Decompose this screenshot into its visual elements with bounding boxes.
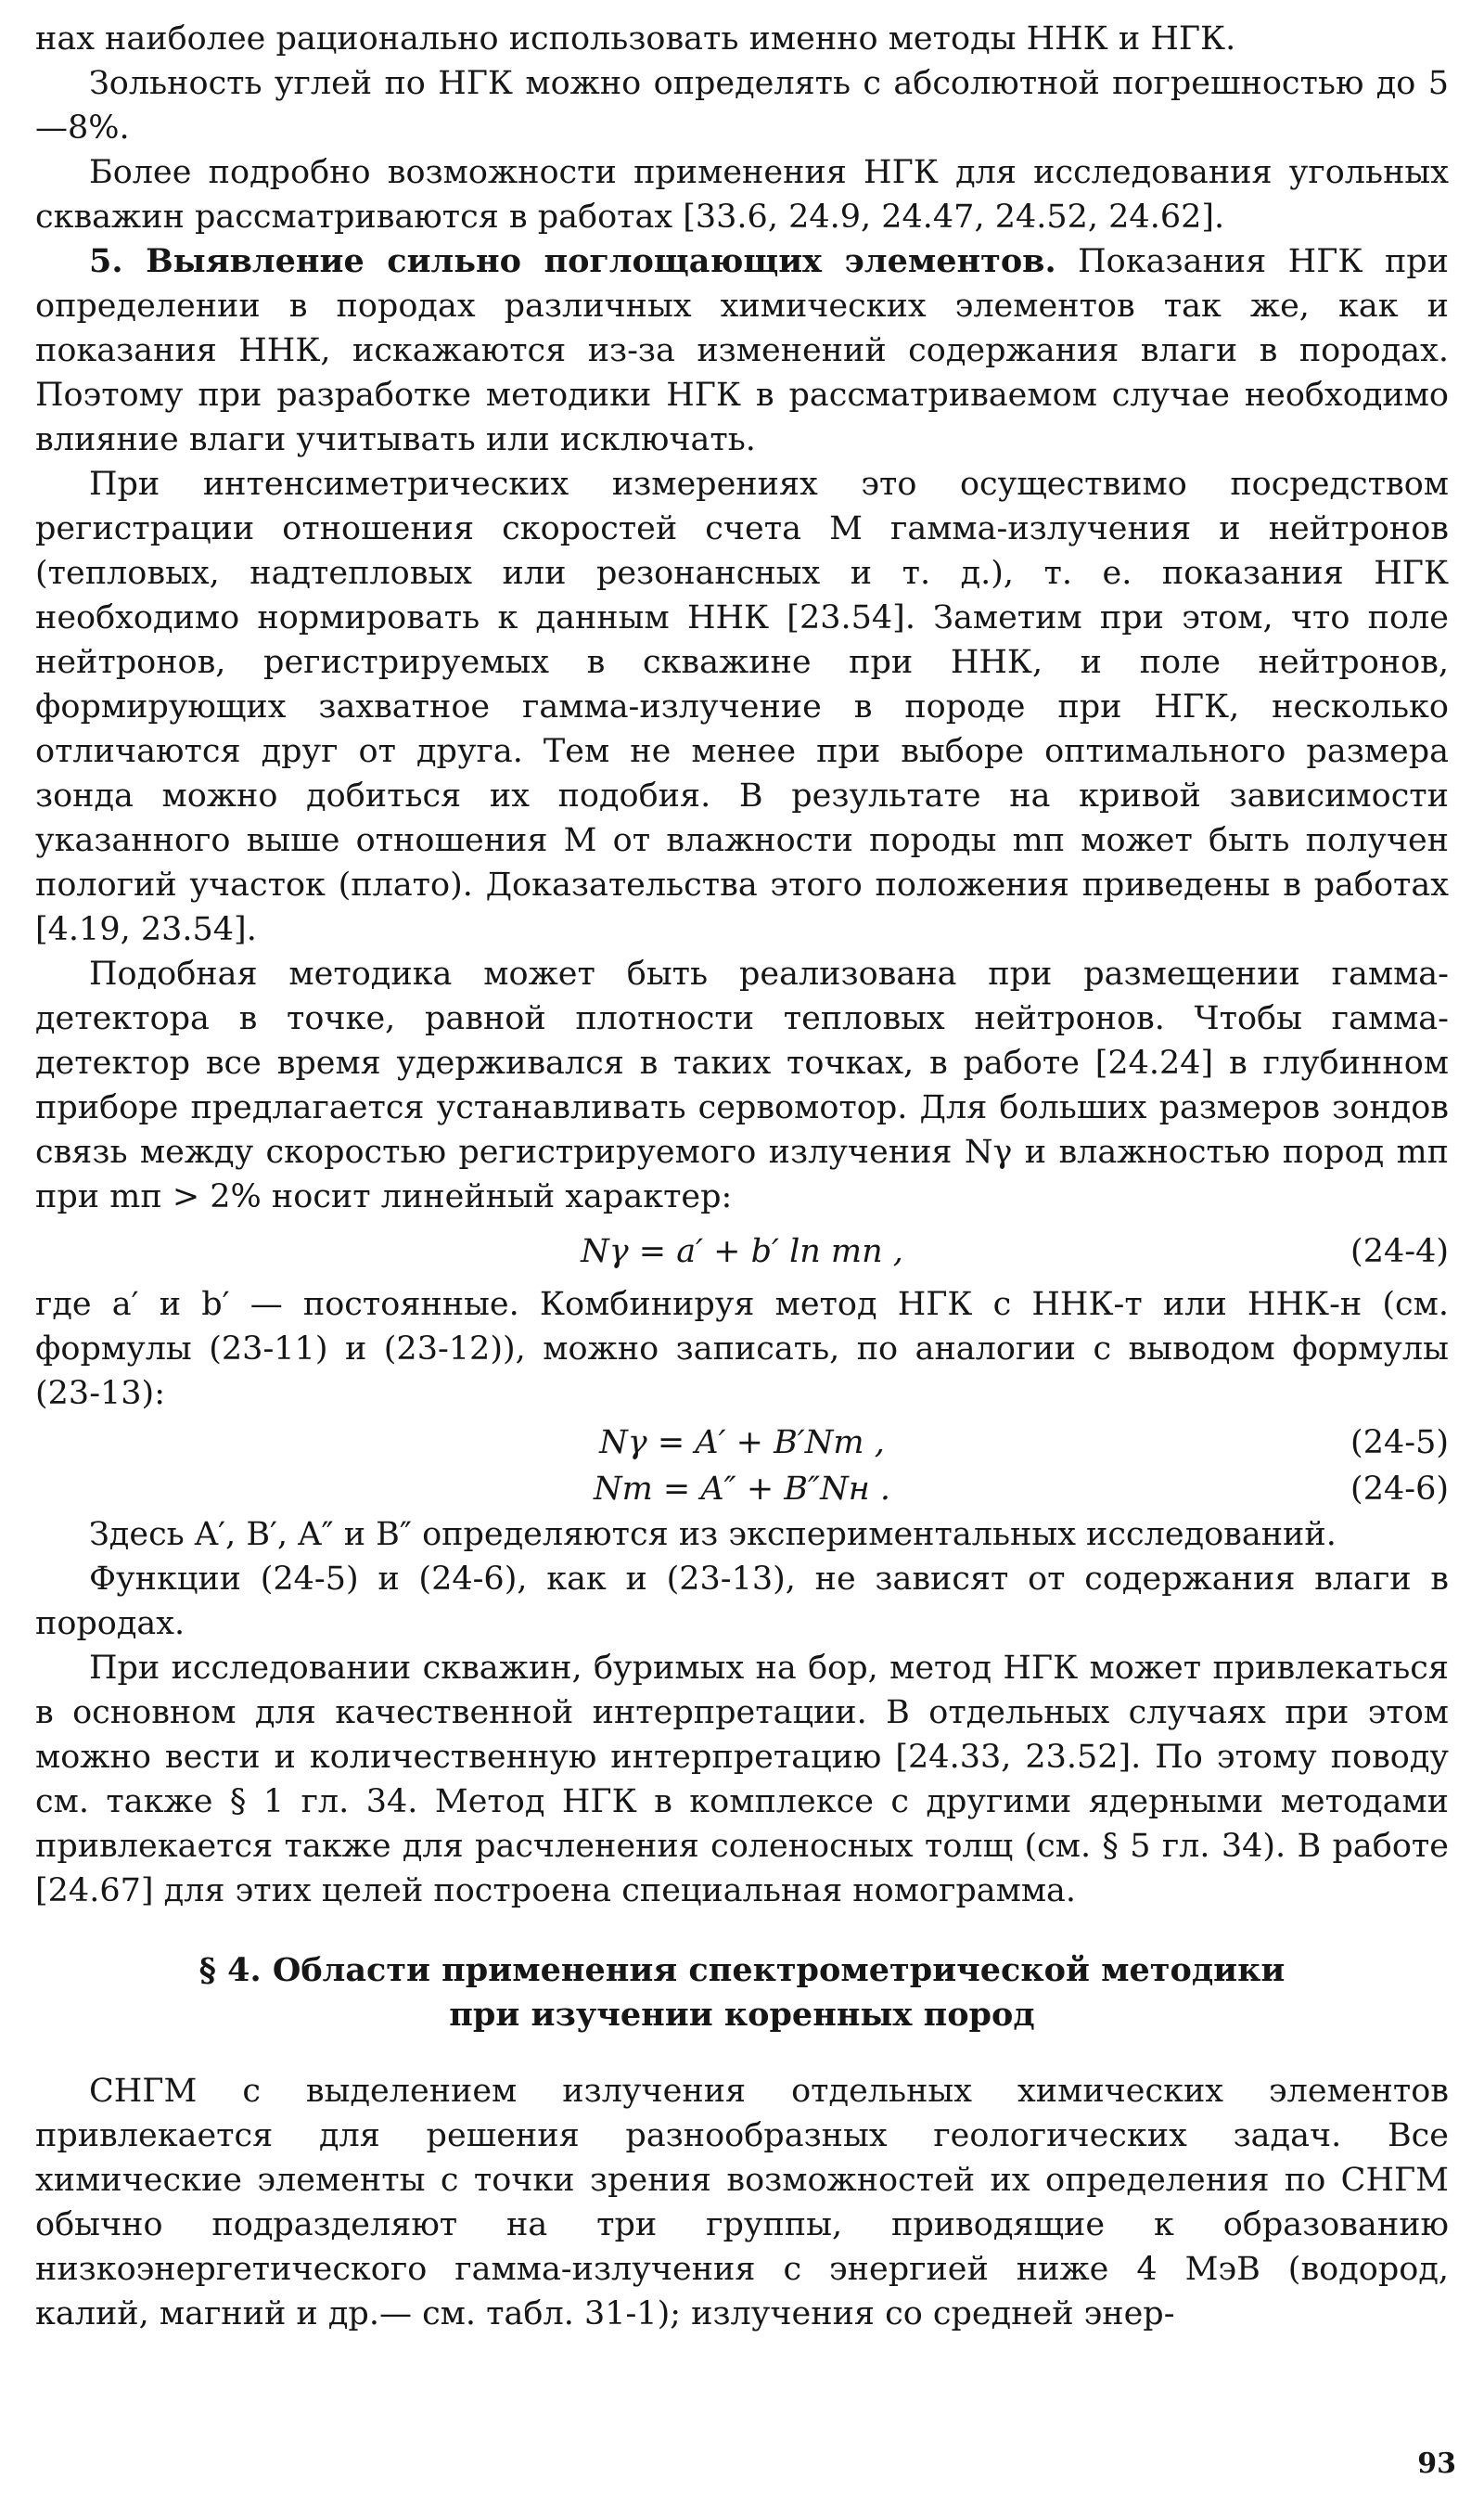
heading-line-1: § 4. Области применения спектрометрической методики [198, 1951, 1286, 1989]
formula-number: (24-6) [1350, 1471, 1449, 1508]
formula-24-4 [35, 1228, 1449, 1275]
paragraph-section-5 [35, 239, 1449, 462]
paragraph-references: Более подробно возможности применения НГК для исследования угольных скважин рассматриваются в работах [33.6, 24.9, 24.47, 24.52, 24.62]. [35, 154, 1449, 236]
formula-expression: Nγ = A′ + B′Nт , [599, 1424, 885, 1461]
page-number: 93 [1417, 2447, 1456, 2480]
paragraph-ash-content: Зольность углей по НГК можно определять с абсолютной погрешностью до 5—8%. [35, 65, 1449, 147]
paragraph-intensimetric: При интенсиметрических измерениях это осуществимо посредством регистрации отношения скоростей счета M гамма-излучения и нейтронов (тепловых, надтепловых или резонансных и т. д.), т. е. показания НГК необходимо нормировать к данным ННК [23.54]. Заметим при этом, что поле нейтронов, регистрируемых в скважине при ННК, и поле нейтронов, формирующих захватное гамма-излучение в породе при НГК, несколько отличаются друг от друга. Тем не менее при выборе оптимального размера зонда можно добиться их подобия. В результате на кривой зависимости указанного выше отношения M от влажности породы mп может быть получен пологий участок (плато). Доказательства этого положения приведены в работах [4.19, 23.54]. [35, 466, 1449, 948]
paragraph-functions: Функции (24-5) и (24-6), как и (23-13), не зависят от содержания влаги в породах. [35, 1561, 1449, 1642]
paragraph-continuation: нах наиболее рационально использовать именно методы ННК и НГК. [35, 20, 1236, 58]
section-5-text: Показания НГК при определении в породах различных химических элементов так же, как и показания ННК, искажаются из-за изменений содержания влаги в породах. Поэтому при разработке методики НГК в рассматриваемом случае необходимо влияние влаги учитывать или исключать. [35, 243, 1449, 458]
section-5-title: 5. Выявление сильно поглощающих элементов. [89, 242, 1056, 280]
paragraph-method: Подобная методика может быть реализована при размещении гамма-детектора в точке, равной плотности тепловых нейтронов. Чтобы гамма-детектор все время удерживался в таких точках, в работе [24.24] в глубинном приборе предлагается устанавливать сервомотор. Для больших размеров зондов связь между скоростью регистрируемого излучения Nγ и влажностью пород mп при mп > 2% носит линейный характер: [35, 956, 1449, 1215]
formula-expression: Nт = A″ + B″Nн . [593, 1471, 891, 1508]
formula-expression: Nγ = a′ + b′ ln mп , [581, 1233, 903, 1270]
paragraph-constants: где a′ и b′ — постоянные. Комбинируя метод НГК с ННК-т или ННК-н (см. формулы (23-11) и (23-12)), можно записать, по аналогии с выводом формулы (23-13): [35, 1286, 1449, 1412]
formula-number: (24-4) [1350, 1233, 1449, 1270]
section-heading [35, 1948, 1449, 2037]
paragraph-boron: При исследовании скважин, буримых на бор, метод НГК может привлекаться в основном для качественной интерпретации. В отдельных случаях при этом можно вести и количественную интерпретацию [24.33, 23.52]. По этому поводу см. также § 1 гл. 34. Метод НГК в комплексе с другими ядерными методами привлекается также для расчленения соленосных толщ (см. § 5 гл. 34). В работе [24.67] для этих целей построена специальная номограмма. [35, 1650, 1449, 1909]
formula-number: (24-5) [1350, 1424, 1449, 1461]
formula-24-5 [35, 1420, 1449, 1466]
formula-24-6 [35, 1466, 1449, 1512]
heading-line-2: при изучении коренных пород [449, 1996, 1035, 2034]
paragraph-coefficients: Здесь A′, B′, A″ и B″ определяются из экспериментальных исследований. [89, 1516, 1337, 1553]
paragraph-sngm: СНГМ с выделением излучения отдельных химических элементов привлекается для решения разнообразных геологических задач. Все химические элементы с точки зрения возможностей их определения по СНГМ обычно подразделяют на три группы, приводящие к образованию низкоэнергетического гамма-излучения с энергией ниже 4 МэВ (водород, калий, магний и др.— см. табл. 31-1); излучения со средней энер- [35, 2073, 1449, 2332]
